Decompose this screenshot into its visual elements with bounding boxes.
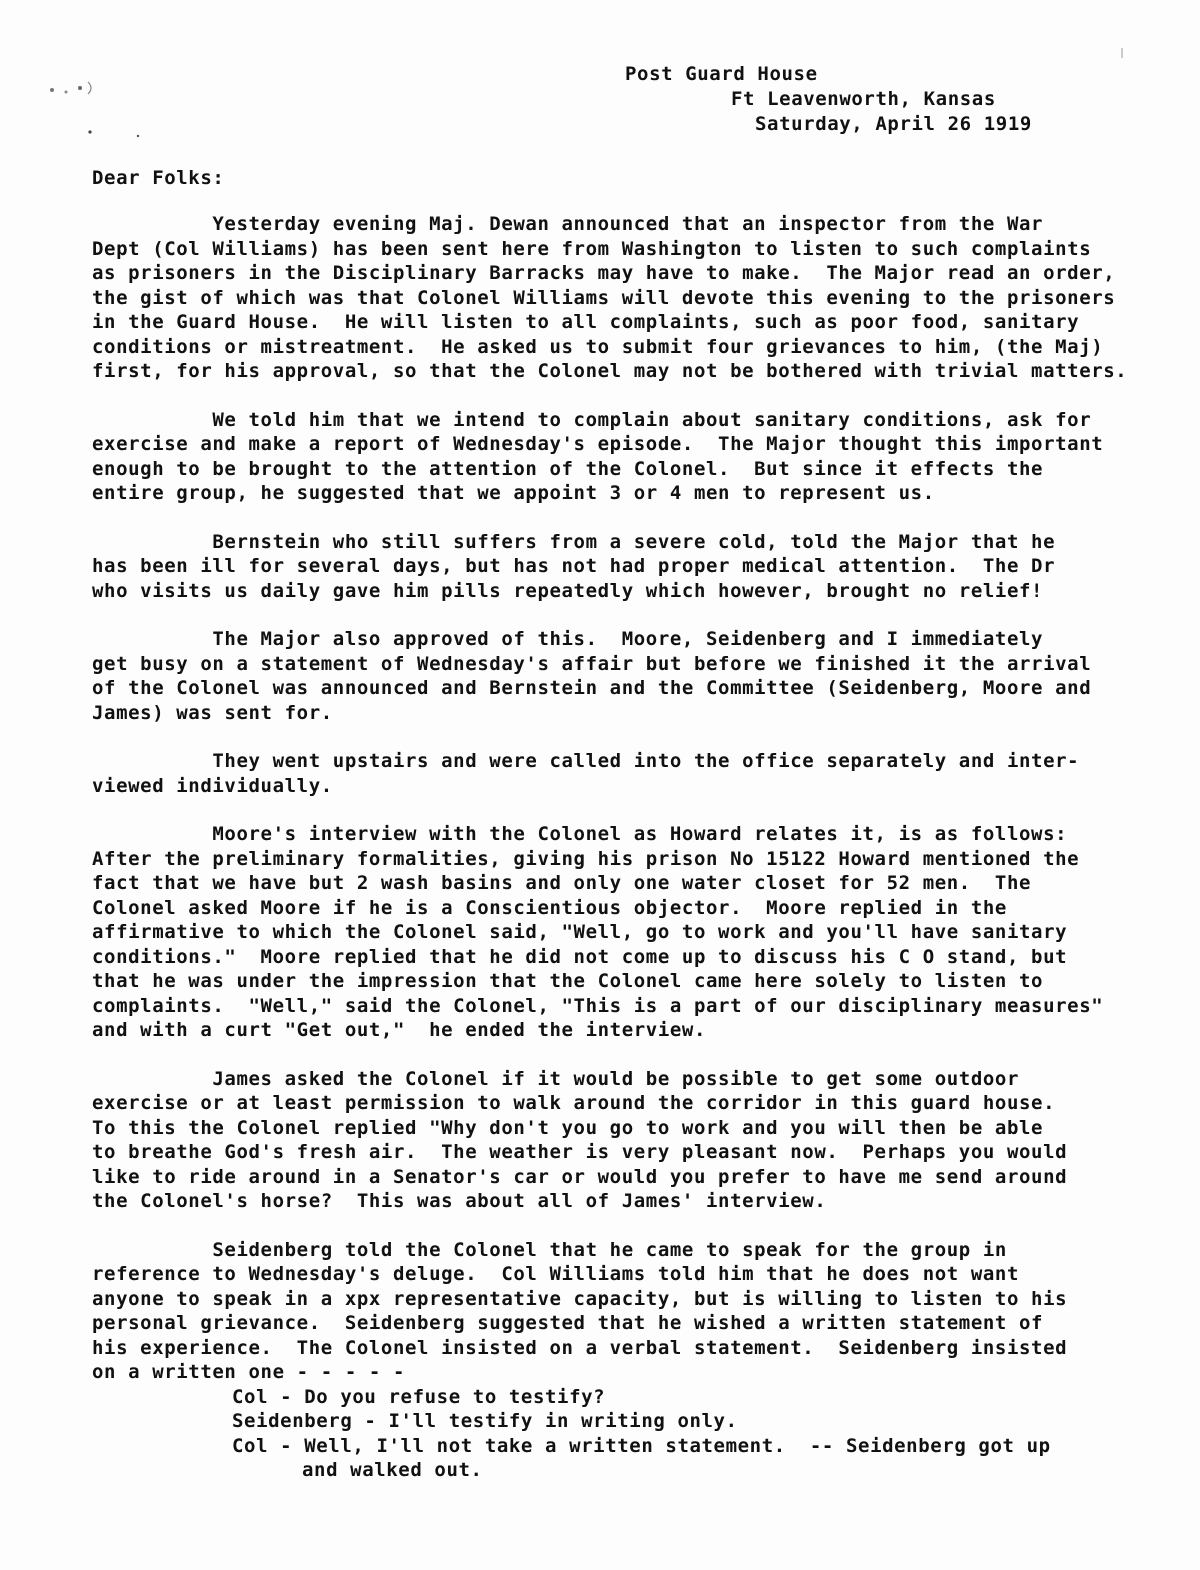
paragraph-seidenberg-interview bbox=[92, 1238, 1152, 1385]
text-line: We told him that we intend to complain about sanitary conditions, ask for bbox=[92, 408, 1092, 431]
paragraph-inspector-announcement bbox=[92, 212, 1152, 384]
text-line: first, for his approval, so that the Colonel may not be bothered with trivial matters. bbox=[92, 360, 1128, 382]
text-line: and with a curt "Get out," he ended the interview. bbox=[92, 1019, 706, 1041]
text-line: conditions." Moore replied that he did not come up to discuss his C O stand, but bbox=[92, 945, 1068, 968]
text-line: James asked the Colonel if it would be possible to get some outdoor bbox=[92, 1067, 1019, 1090]
letter-body bbox=[92, 212, 1152, 1483]
salutation: Dear Folks: bbox=[92, 167, 225, 189]
text-line: Moore's interview with the Colonel as Howard relates it, is as follows: bbox=[92, 823, 1068, 845]
text-line: to breathe God's fresh air. The weather is very pleasant now. Perhaps you would bbox=[92, 1141, 1068, 1163]
header-place: Ft Leavenworth, Kansas bbox=[731, 88, 996, 110]
text-line: Yesterday evening Maj. Dewan announced that an inspector from the War bbox=[92, 213, 1044, 235]
text-line: personal grievance. Seidenberg suggested that he wished a written statement of bbox=[92, 1312, 1044, 1334]
text-line: exercise or at least permission to walk around the corridor in this guard house. bbox=[92, 1092, 1056, 1114]
text-line: viewed individually. bbox=[92, 774, 333, 797]
paragraph-interviews bbox=[92, 749, 1152, 798]
text-line: Colonel asked Moore if he is a Conscientious objector. Moore replied in the bbox=[92, 896, 1007, 919]
text-line: fact that we have but 2 wash basins and only one water closet for 52 men. The bbox=[92, 872, 1032, 894]
dialogue-line: Col - Well, I'll not take a written statement. -- Seidenberg got up bbox=[232, 1434, 1051, 1457]
text-line: that he was under the impression that the Colonel came here solely to listen to bbox=[92, 970, 1044, 992]
text-line: the gist of which was that Colonel Williams will devote this evening to the prisoners bbox=[92, 286, 1116, 309]
text-line: anyone to speak in a xpx representative capacity, but is willing to listen to his bbox=[92, 1287, 1068, 1310]
text-line: reference to Wednesday's deluge. Col Williams told him that he does not want bbox=[92, 1263, 1019, 1285]
text-line: conditions or mistreatment. He asked us to submit four grievances to him, (the Maj) bbox=[92, 335, 1104, 358]
text-line: of the Colonel was announced and Bernstein and the Committee (Seidenberg, Moore and bbox=[92, 677, 1092, 699]
paragraph-moore-interview bbox=[92, 822, 1152, 1043]
text-line: exercise and make a report of Wednesday's episode. The Major thought this important bbox=[92, 433, 1104, 455]
header-date: Saturday, April 26 1919 bbox=[755, 113, 1032, 135]
text-line: Seidenberg told the Colonel that he came to speak for the group in bbox=[92, 1238, 1007, 1261]
text-line: his experience. The Colonel insisted on a verbal statement. Seidenberg insisted bbox=[92, 1336, 1068, 1359]
text-line: complaints. "Well," said the Colonel, "This is a part of our disciplinary measures" bbox=[92, 994, 1104, 1017]
dialogue-block bbox=[232, 1385, 1152, 1483]
header-location: Post Guard House bbox=[625, 63, 818, 85]
dialogue-line: Seidenberg - I'll testify in writing only. bbox=[232, 1410, 738, 1432]
paragraph-committee bbox=[92, 627, 1152, 725]
text-line: who visits us daily gave him pills repeatedly which however, brought no relief! bbox=[92, 579, 1044, 602]
text-line: Bernstein who still suffers from a severe cold, told the Major that he bbox=[92, 530, 1056, 553]
text-line: affirmative to which the Colonel said, "Well, go to work and you'll have sanitary bbox=[92, 921, 1068, 943]
letter-header bbox=[600, 62, 1160, 137]
text-line: like to ride around in a Senator's car or would you prefer to have me send around bbox=[92, 1165, 1068, 1188]
text-line: After the preliminary formalities, giving his prison No 15122 Howard mentioned the bbox=[92, 847, 1080, 870]
text-line: enough to be brought to the attention of the Colonel. But since it effects the bbox=[92, 457, 1044, 480]
text-line: James) was sent for. bbox=[92, 701, 333, 724]
dialogue-line: Col - Do you refuse to testify? bbox=[232, 1385, 606, 1408]
paragraph-bernstein bbox=[92, 530, 1152, 604]
text-line: has been ill for several days, but has not had proper medical attention. The Dr bbox=[92, 555, 1056, 577]
closing-line: and walked out. bbox=[302, 1459, 483, 1481]
text-line: on a written one - - - - - bbox=[92, 1361, 406, 1383]
text-line: entire group, he suggested that we appoint 3 or 4 men to represent us. bbox=[92, 482, 935, 504]
paragraph-complaints-plan bbox=[92, 408, 1152, 506]
text-line: in the Guard House. He will listen to all complaints, such as poor food, sanitary bbox=[92, 311, 1080, 333]
text-line: as prisoners in the Disciplinary Barracks may have to make. The Major read an order, bbox=[92, 262, 1116, 284]
text-line: Dept (Col Williams) has been sent here from Washington to listen to such complaints bbox=[92, 237, 1092, 260]
text-line: To this the Colonel replied "Why don't you go to work and you will then be able bbox=[92, 1116, 1044, 1139]
text-line: The Major also approved of this. Moore, Seidenberg and I immediately bbox=[92, 628, 1044, 650]
paragraph-james-interview bbox=[92, 1067, 1152, 1214]
text-line: get busy on a statement of Wednesday's affair but before we finished it the arrival bbox=[92, 652, 1092, 675]
text-line: the Colonel's horse? This was about all of James' interview. bbox=[92, 1190, 827, 1212]
text-line: They went upstairs and were called into the office separately and inter- bbox=[92, 750, 1080, 772]
